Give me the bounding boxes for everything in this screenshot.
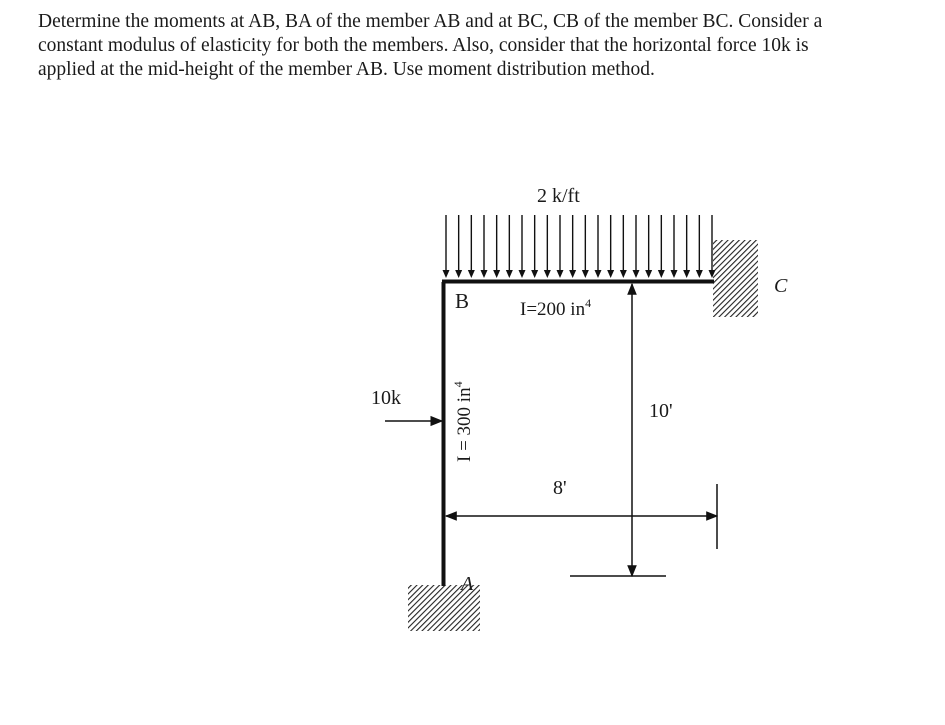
column-inertia-label: I = 300 $in^4$: [451, 381, 475, 462]
problem-line-2: constant modulus of elasticity for both the members. Also, consider that the horizontal force 10k is: [38, 35, 809, 56]
udl-arrow-head: [658, 270, 665, 278]
dimension-width-label: 8': [553, 477, 567, 499]
udl-arrow-head: [633, 270, 640, 278]
udl-arrow-head: [671, 270, 678, 278]
udl-arrow-head: [506, 270, 513, 278]
udl-arrow-head: [493, 270, 500, 278]
udl-arrow-head: [696, 270, 703, 278]
udl-arrow-head: [595, 270, 602, 278]
udl-arrow-head: [519, 270, 526, 278]
joint-a-label: A: [461, 573, 474, 595]
udl-arrow-head: [481, 270, 488, 278]
udl-arrow-head: [582, 270, 589, 278]
joint-b-label: B: [455, 289, 470, 313]
udl-arrow-head: [544, 270, 551, 278]
udl-arrow-head: [468, 270, 475, 278]
beam-inertia-label: I=200 $in^4$: [520, 296, 592, 320]
distributed-load-arrows: [443, 215, 716, 278]
dimension-height-label: 10': [649, 400, 673, 422]
udl-arrow-head: [531, 270, 538, 278]
udl-arrow-head: [620, 270, 627, 278]
problem-line-3: applied at the mid-height of the member AB. Use moment distribution method.: [38, 59, 655, 80]
udl-arrow-head: [569, 270, 576, 278]
udl-arrow-head: [443, 270, 450, 278]
fixed-support-c: [713, 240, 758, 317]
udl-arrow-head: [607, 270, 614, 278]
udl-label: 2 k/ft: [537, 185, 580, 207]
udl-arrow-head: [645, 270, 652, 278]
problem-line-1: Determine the moments at AB, BA of the member AB and at BC, CB of the member BC. Consider a: [38, 11, 823, 32]
udl-arrow-head: [683, 270, 690, 278]
udl-arrow-head: [455, 270, 462, 278]
point-load-label: 10k: [371, 387, 401, 409]
joint-c-label: C: [774, 275, 788, 297]
udl-arrow-head: [557, 270, 564, 278]
